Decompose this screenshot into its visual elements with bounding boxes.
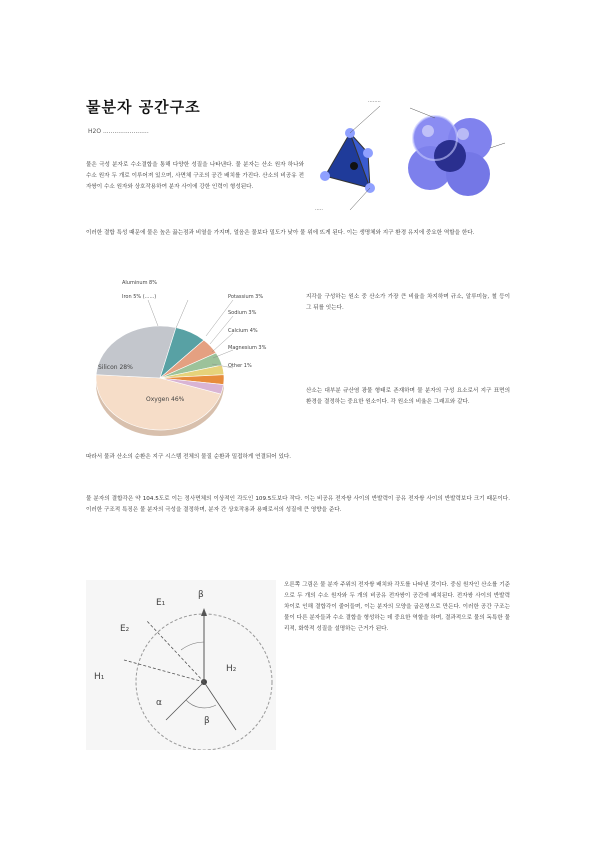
angle-diagram <box>86 580 276 750</box>
pie-ext-label-3: Potassium 3% <box>228 294 264 300</box>
paragraph-4: 물 분자의 결합각은 약 104.5도로 이는 정사면체의 이상적인 각도인 109.5도보다 작다. 이는 비공유 전자쌍 사이의 반발력이 공유 전자쌍 사이의 반발력보다 크기 때문이다. 이러한 구조적 특징은 물 분자의 극성을 결정하며, 분자 간 상호작용과 용매로서의 성질에 큰 영향을 준다. <box>86 496 510 513</box>
diagram-label-7: β <box>204 716 210 726</box>
molecule-label-bottom: ..... <box>315 206 323 212</box>
page-subtitle: H2O ........................ <box>88 128 149 135</box>
paragraph-2: 지각을 구성하는 원소 중 산소가 가장 큰 비율을 차지하며 규소, 알루미늄, 철 등이 그 뒤를 잇는다. <box>306 294 510 311</box>
molecule-figure <box>310 98 510 226</box>
diagram-label-1: E₁ <box>156 598 166 608</box>
pie-ext-label-1: Aluminum 8% <box>122 280 157 286</box>
pie-ext-label-2: Iron 5% (......) <box>122 294 157 300</box>
pie-label-oxygen: Oxygen 46% <box>146 396 185 403</box>
paragraph-5: 오른쪽 그림은 물 분자 주위의 전자쌍 배치와 각도를 나타낸 것이다. 중심 원자인 산소를 기준으로 두 개의 수소 원자와 두 개의 비공유 전자쌍이 공간에 배치된다. 전자쌍 사이의 반발력 차이로 인해 결합각이 줄어들며, 이는 분자의 모양을 굽은형으로 만든다. 이러한 공간 구조는 물이 다른 분자들과 수소 결합을 형성하는 데 중요한 역할을 하며, 결과적으로 물의 독특한 물리적, 화학적 성질을 설명하는 근거가 된다. <box>284 582 510 632</box>
paragraph-3-continued: 따라서 물과 산소의 순환은 지구 시스템 전체의 물질 순환과 밀접하게 연결되어 있다. <box>86 454 292 460</box>
diagram-label-2: E₂ <box>120 624 130 634</box>
diagram-label-5: β <box>198 590 204 600</box>
pie-label-silicon: Silicon 28% <box>98 364 133 371</box>
pie-ext-label-4: Sodium 3% <box>228 310 257 316</box>
molecule-label-top: ........ <box>368 98 381 104</box>
pie-ext-label-5: Calcium 4% <box>228 328 258 334</box>
pie-ext-label-6: Magnesium 3% <box>228 345 267 351</box>
paragraph-3: 산소는 대부분 규산염 광물 형태로 존재하며 물 분자의 구성 요소로서 지구 표면의 환경을 결정하는 중요한 원소이다. 각 원소의 비율은 그래프와 같다. <box>306 388 510 405</box>
diagram-label-4: H₂ <box>226 664 237 674</box>
diagram-label-6: α <box>156 698 162 708</box>
paragraph-1-continued: 이러한 결합 특성 때문에 물은 높은 끓는점과 비열을 가지며, 얼음은 물보다 밀도가 낮아 물 위에 뜨게 된다. 이는 생명체와 지구 환경 유지에 중요한 역할을 한다. <box>86 230 475 236</box>
page-title: 물분자 공간구조 <box>86 98 201 116</box>
pie-ext-label-7: Other 1% <box>228 363 252 369</box>
paragraph-1: 물은 극성 분자로 수소결합을 통해 다양한 성질을 나타낸다. 물 분자는 산소 원자 하나와 수소 원자 두 개로 이루어져 있으며, 사면체 구조의 공간 배치를 가진다. 산소의 비공유 전자쌍이 수소 원자와 상호작용하여 분자 사이에 강한 인력이 형성된다. <box>86 162 304 190</box>
pie-chart-figure <box>88 278 300 438</box>
diagram-label-3: H₁ <box>94 672 105 682</box>
